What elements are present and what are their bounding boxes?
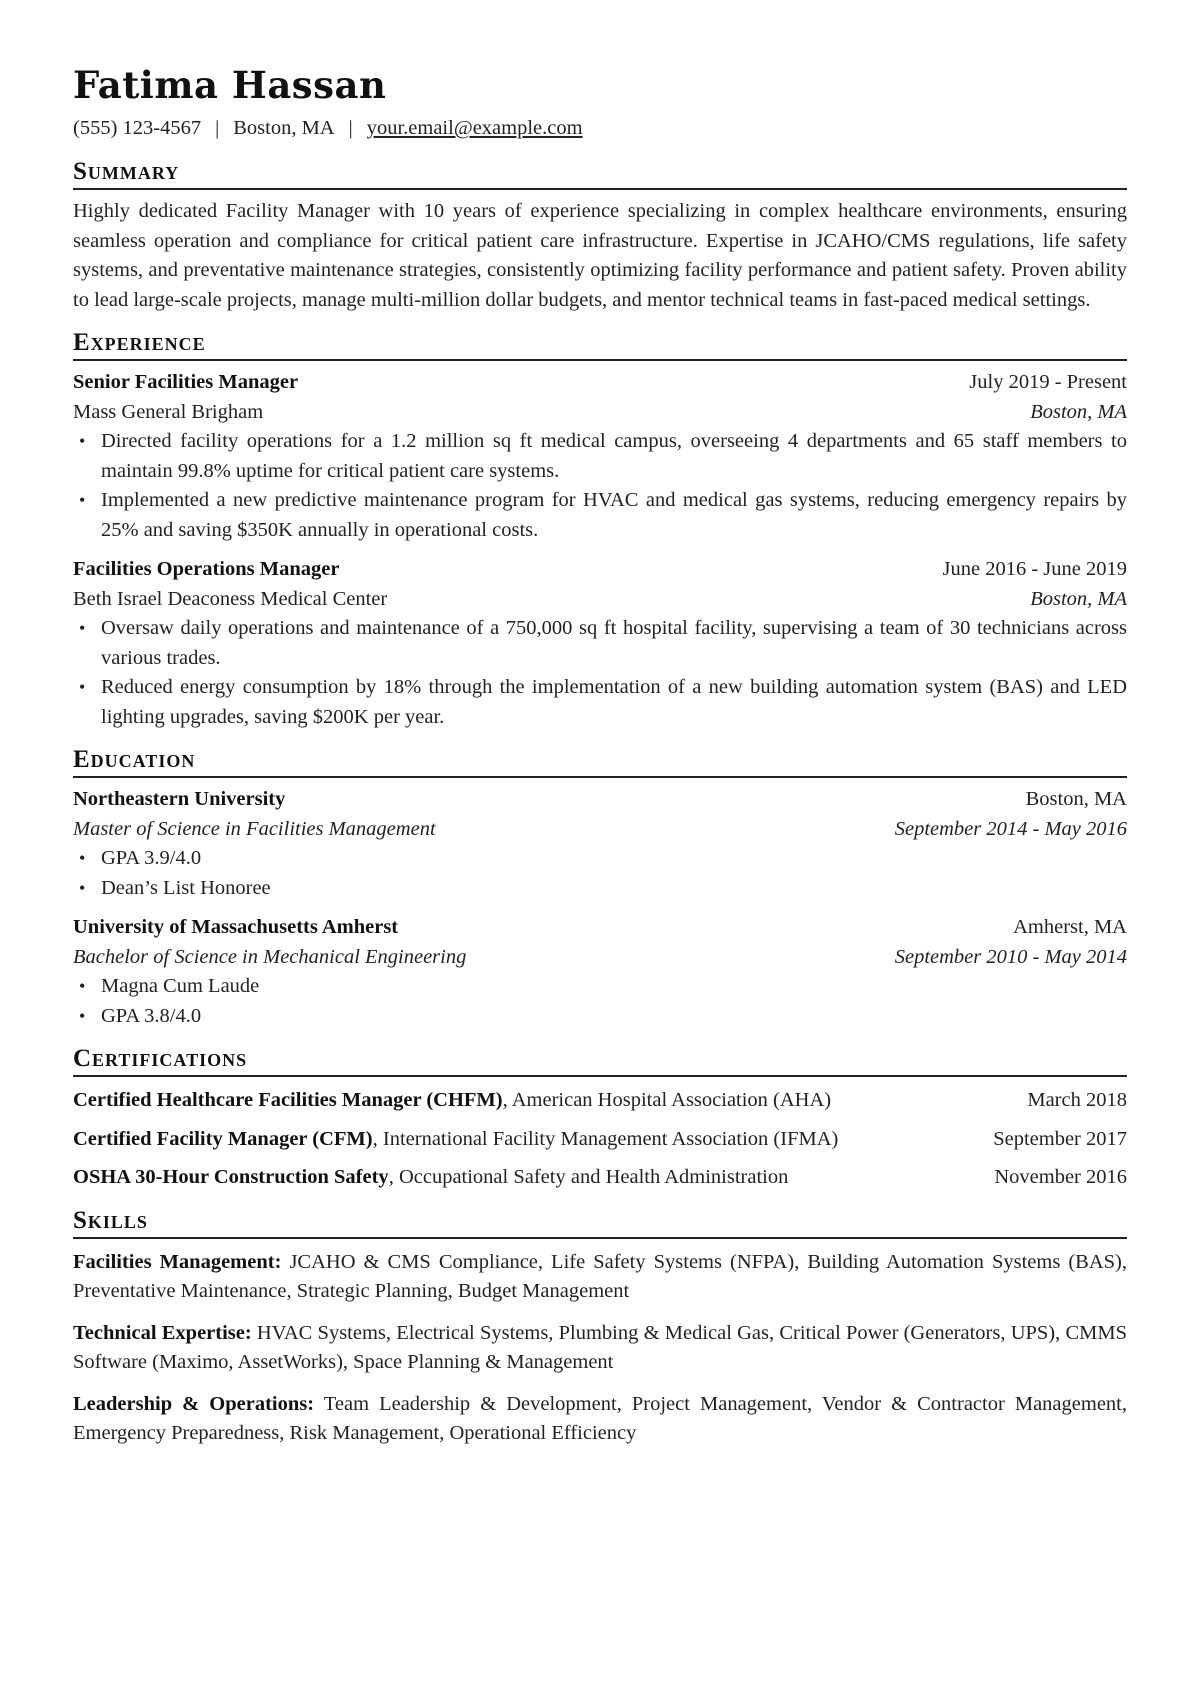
certification-issuer: , American Hospital Association (AHA) <box>502 1089 832 1111</box>
job-entry <box>73 555 1127 732</box>
email-link[interactable]: your.email@example.com <box>366 117 583 139</box>
certification-item <box>73 1086 1127 1116</box>
list-item: • Implemented a new predictive maintenance program for HVAC and medical gas systems, reducing emergency repairs by 25% and saving $350K annually in operational costs. <box>73 486 1127 545</box>
job-company: Beth Israel Deaconess Medical Center <box>73 587 388 610</box>
experience-heading: Experience <box>73 329 1127 361</box>
certification-date: March 2018 <box>1027 1089 1127 1111</box>
skill-group-text: JCAHO & CMS Compliance, Life Safety Systems (NFPA), Building Automation Systems (BAS), Preventative Maintenance, Strategic Planning, Budget Management <box>73 1250 1127 1302</box>
skills-heading: Skills <box>73 1207 1127 1239</box>
skill-group <box>73 1319 1127 1378</box>
summary-heading: Summary <box>73 158 1127 190</box>
degree-name: Master of Science in Facilities Management <box>73 817 436 840</box>
contact-line <box>73 114 1127 142</box>
contact-separator: | <box>348 117 353 139</box>
school-location: Amherst, MA <box>1013 916 1127 938</box>
school-dates: September 2010 - May 2014 <box>894 945 1127 968</box>
skill-group <box>73 1248 1127 1307</box>
skill-group-label: Leadership & Operations: <box>73 1392 315 1415</box>
resume-page <box>73 62 1127 1449</box>
summary-section <box>73 158 1127 315</box>
certification-item <box>73 1125 1127 1155</box>
job-dates: June 2016 - June 2019 <box>942 558 1127 580</box>
school-entry <box>73 913 1127 1031</box>
school-name: Northeastern University <box>73 788 286 810</box>
phone-number: (555) 123-4567 <box>73 117 202 139</box>
job-dates: July 2019 - Present <box>969 371 1127 393</box>
certification-date: September 2017 <box>993 1127 1127 1150</box>
school-bullets <box>73 844 1127 903</box>
certifications-heading: Certifications <box>73 1045 1127 1077</box>
certification-date: November 2016 <box>994 1166 1127 1188</box>
school-entry <box>73 785 1127 903</box>
job-company: Mass General Brigham <box>73 400 264 423</box>
job-location: Boston, MA <box>1030 587 1127 610</box>
certification-issuer: , International Facility Management Association (IFMA) <box>372 1127 839 1150</box>
job-title: Senior Facilities Manager <box>73 371 299 393</box>
job-bullets <box>73 427 1127 545</box>
degree-name: Bachelor of Science in Mechanical Engineering <box>73 945 467 968</box>
list-item: • GPA 3.9/4.0 <box>73 844 1127 874</box>
job-entry <box>73 368 1127 545</box>
location-text: Boston, MA <box>233 117 335 139</box>
contact-separator: | <box>215 117 220 139</box>
list-item: • Oversaw daily operations and maintenance of a 750,000 sq ft hospital facility, supervising a team of 30 technicians across various trades. <box>73 614 1127 673</box>
candidate-name: Fatima Hassan <box>73 63 387 107</box>
skill-group-text: Team Leadership & Development, Project Management, Vendor & Contractor Management, Emergency Preparedness, Risk Management, Operational Efficiency <box>73 1392 1127 1444</box>
job-location: Boston, MA <box>1030 400 1127 423</box>
education-heading: Education <box>73 746 1127 778</box>
list-item: • Reduced energy consumption by 18% through the implementation of a new building automation system (BAS) and LED lighting upgrades, saving $200K per year. <box>73 673 1127 732</box>
list-item: • Magna Cum Laude <box>73 972 1127 1002</box>
skill-group-text: HVAC Systems, Electrical Systems, Plumbing & Medical Gas, Critical Power (Generators, UPS), CMMS Software (Maximo, AssetWorks), Space Planning & Management <box>73 1321 1127 1373</box>
job-bullets <box>73 614 1127 732</box>
list-item: • Directed facility operations for a 1.2 million sq ft medical campus, overseeing 4 departments and 65 staff members to maintain 99.8% uptime for critical patient care systems. <box>73 427 1127 486</box>
school-location: Boston, MA <box>1025 788 1127 810</box>
school-dates: September 2014 - May 2016 <box>894 817 1127 840</box>
skill-group-label: Technical Expertise: <box>73 1321 252 1344</box>
certification-name: OSHA 30-Hour Construction Safety <box>73 1166 389 1188</box>
school-name: University of Massachusetts Amherst <box>73 916 399 938</box>
skills-section <box>73 1207 1127 1449</box>
certification-name: Certified Facility Manager (CFM) <box>73 1127 373 1150</box>
list-item: • GPA 3.8/4.0 <box>73 1002 1127 1032</box>
education-section <box>73 746 1127 1031</box>
certification-item <box>73 1163 1127 1193</box>
certifications-section <box>73 1045 1127 1193</box>
school-bullets <box>73 972 1127 1031</box>
summary-text: Highly dedicated Facility Manager with 10 years of experience specializing in complex healthcare environments, ensuring seamless operation and compliance for critical patient care infrastructure. Expertise in JCAHO/CMS regulations, life safety systems, and preventative maintenance strategies, consistently optimizing facility performance and patient safety. Proven ability to lead large-scale projects, manage multi-million dollar budgets, and mentor technical teams in fast-paced medical settings. <box>73 200 1127 311</box>
certification-issuer: , Occupational Safety and Health Administration <box>388 1166 789 1188</box>
skill-group-label: Facilities Management: <box>73 1250 282 1273</box>
job-title: Facilities Operations Manager <box>73 558 340 580</box>
skill-group <box>73 1390 1127 1449</box>
experience-section <box>73 329 1127 732</box>
list-item: • Dean’s List Honoree <box>73 874 1127 904</box>
certification-name: Certified Healthcare Facilities Manager (CHFM) <box>73 1089 503 1111</box>
